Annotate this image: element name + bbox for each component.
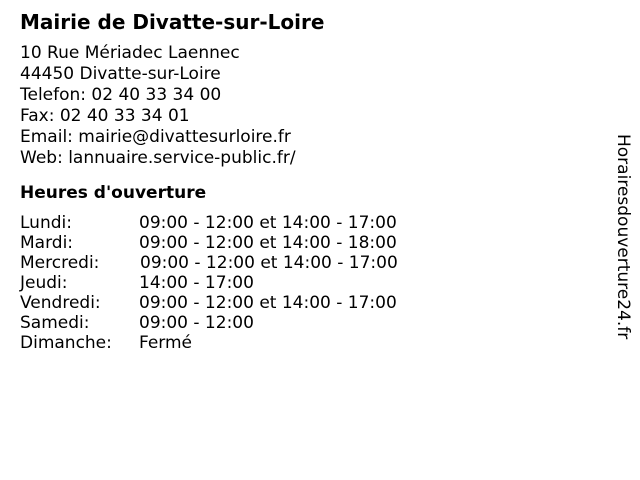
time-value: Fermé	[139, 333, 193, 353]
time-value: 09:00 - 12:00 et 14:00 - 17:00	[140, 253, 398, 273]
day-label: Vendredi:	[20, 293, 101, 313]
time-value: 09:00 - 12:00 et 14:00 - 18:00	[139, 233, 397, 253]
time-value: 14:00 - 17:00	[139, 273, 254, 293]
page-title: Mairie de Divatte-sur-Loire	[20, 10, 325, 34]
address-block	[20, 43, 296, 169]
day-label: Samedi:	[20, 313, 90, 333]
city-address: 44450 Divatte-sur-Loire	[20, 64, 221, 84]
hours-heading: Heures d'ouverture	[20, 183, 207, 203]
email-address: Email: mairie@divattesurloire.fr	[20, 127, 291, 147]
day-label: Dimanche:	[20, 333, 112, 353]
day-label: Lundi:	[20, 213, 72, 233]
day-label: Mercredi:	[20, 253, 100, 273]
time-value: 09:00 - 12:00 et 14:00 - 17:00	[139, 293, 397, 313]
watermark-text: Horairesdouverture24.fr	[613, 134, 633, 340]
time-value: 09:00 - 12:00 et 14:00 - 17:00	[139, 213, 397, 233]
street-address: 10 Rue Mériadec Laennec	[20, 43, 240, 63]
day-label: Mardi:	[20, 233, 74, 253]
fax-number: Fax: 02 40 33 34 01	[20, 106, 190, 126]
day-label: Jeudi:	[20, 273, 68, 293]
website: Web: lannuaire.service-public.fr/	[20, 148, 296, 168]
phone-number: Telefon: 02 40 33 34 00	[20, 85, 222, 105]
time-value: 09:00 - 12:00	[139, 313, 254, 333]
